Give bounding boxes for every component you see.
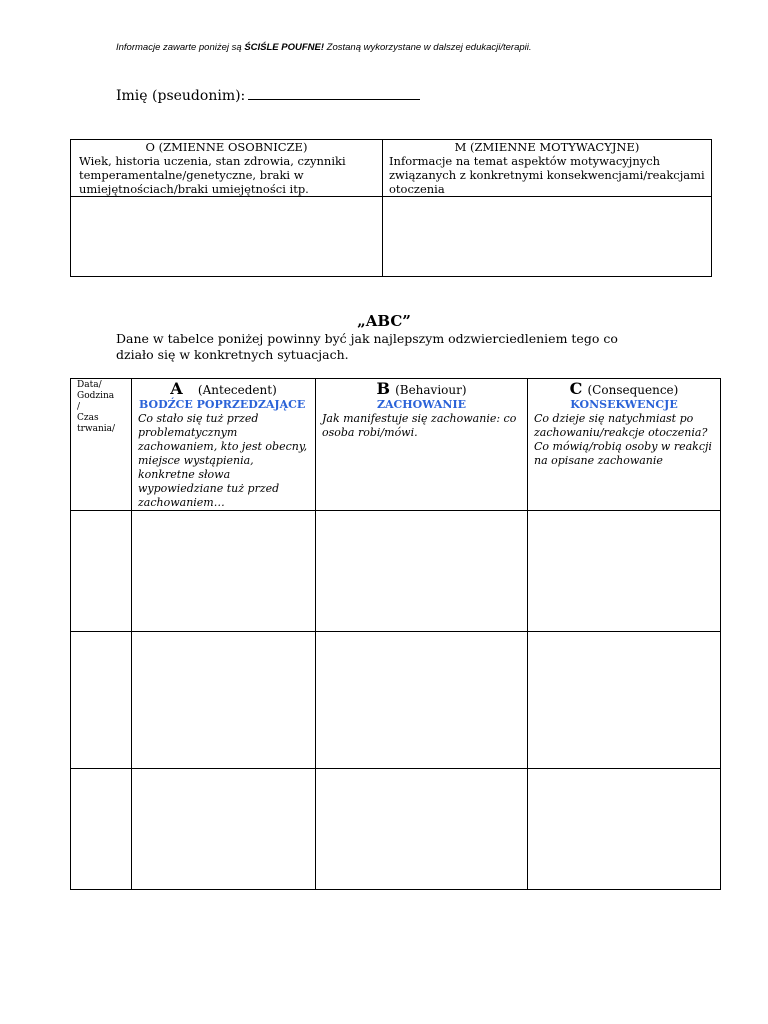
m-description: Informacje na temat aspektów motywacyjnych związanych z konkretnymi konsekwencjami/reakcjami otoczenia xyxy=(389,154,705,196)
c-english-label: (Consequence) xyxy=(587,383,679,397)
date-label-line: Data/ xyxy=(77,380,102,390)
c-letter: C xyxy=(569,379,583,398)
c-subheading: KONSEKWENCJE xyxy=(570,398,678,411)
m-header-cell xyxy=(383,140,712,197)
a-letter: A xyxy=(170,379,183,398)
c-hint: Co dzieje się natychmiast po zachowaniu/reakcje otoczenia? Co mówią/robią osoby w reakcji na opisane zachowanie xyxy=(534,412,712,467)
m-title: M (ZMIENNE MOTYWACYJNE) xyxy=(454,140,640,154)
a-english-label: (Antecedent) xyxy=(197,383,277,397)
o-entry-cell[interactable] xyxy=(71,197,383,277)
date-entry-cell[interactable] xyxy=(71,632,132,769)
o-header-cell xyxy=(71,140,383,197)
o-title: O (ZMIENNE OSOBNICZE) xyxy=(145,140,308,154)
a-subheading: BODŹCE POPRZEDZAJĄCE xyxy=(139,398,306,411)
abc-header-row xyxy=(71,379,721,511)
date-label-line: / xyxy=(77,402,81,412)
notice-emphasis: ŚCIŚLE POUFNE! xyxy=(244,42,325,53)
o-description: Wiek, historia uczenia, stan zdrowia, czynniki temperamentalne/genetyczne, braki w umiejętnościach/braki umiejętności itp. xyxy=(79,154,346,196)
date-label-line: trwania/ xyxy=(77,424,116,434)
b-entry-cell[interactable] xyxy=(316,511,528,632)
confidentiality-notice xyxy=(116,42,532,53)
c-entry-cell[interactable] xyxy=(528,511,721,632)
date-label-line: Czas xyxy=(77,413,99,423)
notice-text: Informacje zawarte poniżej są xyxy=(116,42,245,53)
a-entry-cell[interactable] xyxy=(132,632,316,769)
date-entry-cell[interactable] xyxy=(71,511,132,632)
b-header-cell xyxy=(316,379,528,511)
name-label: Imię (pseudonim): xyxy=(116,88,246,104)
a-hint: Co stało się tuż przed problematycznym zachowaniem, kto jest obecny, miejsce wystąpienia, konkretne słowa wypowiedziane tuż przed zachowaniem… xyxy=(138,412,308,509)
a-entry-cell[interactable] xyxy=(132,769,316,890)
abc-table xyxy=(70,378,721,890)
abc-entry-row xyxy=(71,511,721,632)
b-entry-cell[interactable] xyxy=(316,769,528,890)
om-entry-row xyxy=(71,197,712,277)
om-table xyxy=(70,139,712,277)
c-header-cell xyxy=(528,379,721,511)
name-field xyxy=(116,87,420,104)
name-blank-line[interactable] xyxy=(248,87,420,100)
date-label-line: Godzina xyxy=(77,391,115,401)
b-entry-cell[interactable] xyxy=(316,632,528,769)
b-subheading: ZACHOWANIE xyxy=(376,398,467,411)
a-header-cell xyxy=(132,379,316,511)
date-entry-cell[interactable] xyxy=(71,769,132,890)
abc-intro: Dane w tabelce poniżej powinny być jak najlepszym odzwierciedleniem tego co działo się w konkretnych sytuacjach. xyxy=(116,331,618,362)
b-letter: B xyxy=(376,379,390,398)
b-hint: Jak manifestuje się zachowanie: co osoba robi/mówi. xyxy=(322,412,517,439)
m-entry-cell[interactable] xyxy=(383,197,712,277)
c-entry-cell[interactable] xyxy=(528,632,721,769)
c-entry-cell[interactable] xyxy=(528,769,721,890)
b-english-label: (Behaviour) xyxy=(395,383,467,397)
notice-text-end: Zostaną wykorzystane w dalszej edukacji/terapii. xyxy=(324,42,532,53)
a-entry-cell[interactable] xyxy=(132,511,316,632)
abc-entry-row xyxy=(71,769,721,890)
abc-entry-row xyxy=(71,632,721,769)
abc-title: „ABC” xyxy=(357,312,411,330)
date-header-cell xyxy=(71,379,132,511)
om-header-row xyxy=(71,140,712,197)
